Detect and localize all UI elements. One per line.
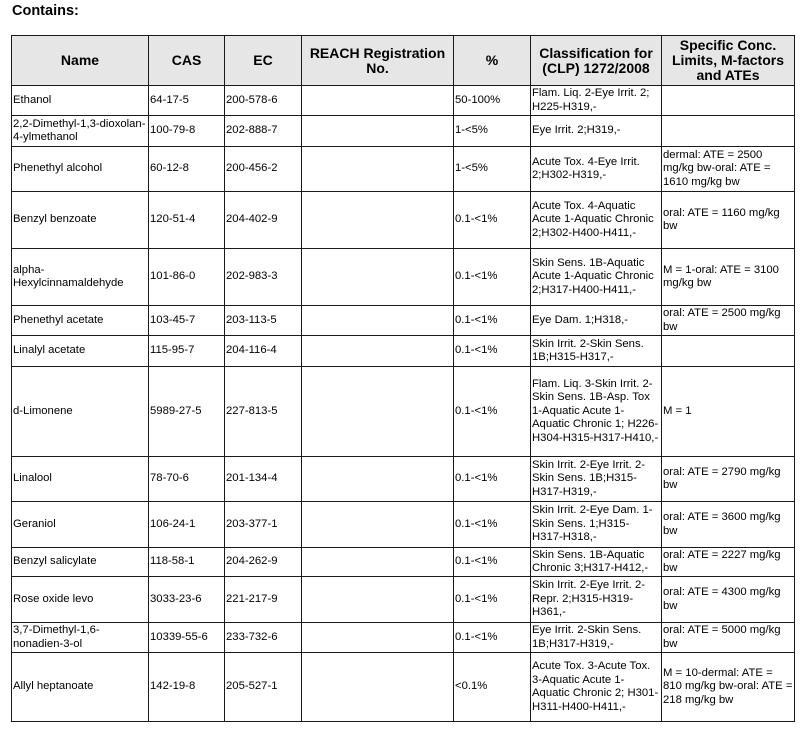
table-row: [12, 116, 795, 147]
reach-cell: [302, 457, 454, 502]
table-row: [12, 306, 795, 336]
ec-cell: 205-527-1: [225, 653, 302, 722]
classification-cell: Acute Tox. 4-Eye Irrit. 2;H302-H319,-: [531, 147, 662, 192]
classification-cell: Acute Tox. 4-Aquatic Acute 1-Aquatic Chronic 2;H302-H400-H411,-: [531, 192, 662, 249]
specific-limits-cell: M = 1: [662, 367, 795, 457]
table-row: [12, 502, 795, 548]
specific-limits-cell: [662, 116, 795, 147]
specific-limits-cell: dermal: ATE = 2500 mg/kg bw-oral: ATE = 1610 mg/kg bw: [662, 147, 795, 192]
reach-cell: [302, 367, 454, 457]
ec-cell: 203-113-5: [225, 306, 302, 336]
name-cell: Linalool: [12, 457, 149, 502]
percent-cell: 0.1-<1%: [454, 623, 531, 653]
cas-cell: 115-95-7: [149, 336, 225, 367]
ec-cell: 233-732-6: [225, 623, 302, 653]
reach-cell: [302, 548, 454, 577]
col-specific-header: Specific Conc. Limits, M-factors and ATEs: [662, 36, 795, 86]
name-cell: Benzyl benzoate: [12, 192, 149, 249]
name-cell: 2,2-Dimethyl-1,3-dioxolan-4-ylmethanol: [12, 116, 149, 147]
percent-cell: 1-<5%: [454, 147, 531, 192]
specific-limits-cell: oral: ATE = 2227 mg/kg bw: [662, 548, 795, 577]
percent-cell: 0.1-<1%: [454, 457, 531, 502]
reach-cell: [302, 86, 454, 116]
specific-limits-cell: oral: ATE = 2790 mg/kg bw: [662, 457, 795, 502]
table-row: [12, 147, 795, 192]
specific-limits-cell: oral: ATE = 1160 mg/kg bw: [662, 192, 795, 249]
table-row: [12, 192, 795, 249]
col-ec-header: EC: [225, 36, 302, 86]
name-cell: Ethanol: [12, 86, 149, 116]
table-row: [12, 577, 795, 623]
col-cas-header: CAS: [149, 36, 225, 86]
ec-cell: 202-983-3: [225, 249, 302, 306]
table-row: [12, 367, 795, 457]
classification-cell: Flam. Liq. 2-Eye Irrit. 2; H225-H319,-: [531, 86, 662, 116]
ec-cell: 200-456-2: [225, 147, 302, 192]
cas-cell: 101-86-0: [149, 249, 225, 306]
cas-cell: 142-19-8: [149, 653, 225, 722]
specific-limits-cell: oral: ATE = 2500 mg/kg bw: [662, 306, 795, 336]
header-row: [12, 36, 795, 86]
reach-cell: [302, 249, 454, 306]
ec-cell: 202-888-7: [225, 116, 302, 147]
table-row: [12, 457, 795, 502]
classification-cell: Eye Irrit. 2;H319,-: [531, 116, 662, 147]
col-percent-header: %: [454, 36, 531, 86]
cas-cell: 64-17-5: [149, 86, 225, 116]
name-cell: d-Limonene: [12, 367, 149, 457]
specific-limits-cell: oral: ATE = 5000 mg/kg bw: [662, 623, 795, 653]
table-body: [12, 86, 795, 722]
table-row: [12, 548, 795, 577]
reach-cell: [302, 577, 454, 623]
name-cell: Phenethyl alcohol: [12, 147, 149, 192]
section-heading: Contains:: [12, 3, 79, 19]
classification-cell: Acute Tox. 3-Acute Tox. 3-Aquatic Acute 1-Aquatic Chronic 2; H301-H311-H400-H411,-: [531, 653, 662, 722]
percent-cell: 0.1-<1%: [454, 548, 531, 577]
ec-cell: 204-402-9: [225, 192, 302, 249]
reach-cell: [302, 336, 454, 367]
cas-cell: 106-24-1: [149, 502, 225, 548]
classification-cell: Flam. Liq. 3-Skin Irrit. 2-Skin Sens. 1B-Asp. Tox 1-Aquatic Acute 1-Aquatic Chronic 1; H226-H304-H315-H317-H410,-: [531, 367, 662, 457]
composition-table: [11, 35, 795, 722]
reach-cell: [302, 653, 454, 722]
percent-cell: 1-<5%: [454, 116, 531, 147]
specific-limits-cell: M = 10-dermal: ATE = 810 mg/kg bw-oral: ATE = 218 mg/kg bw: [662, 653, 795, 722]
reach-cell: [302, 502, 454, 548]
reach-cell: [302, 116, 454, 147]
specific-limits-cell: M = 1-oral: ATE = 3100 mg/kg bw: [662, 249, 795, 306]
classification-cell: Eye Dam. 1;H318,-: [531, 306, 662, 336]
cas-cell: 5989-27-5: [149, 367, 225, 457]
reach-cell: [302, 306, 454, 336]
table-row: [12, 249, 795, 306]
ec-cell: 201-134-4: [225, 457, 302, 502]
ec-cell: 203-377-1: [225, 502, 302, 548]
classification-cell: Skin Irrit. 2-Eye Irrit. 2-Skin Sens. 1B;H315-H317-H319,-: [531, 457, 662, 502]
col-name-header: Name: [12, 36, 149, 86]
ec-cell: 200-578-6: [225, 86, 302, 116]
classification-cell: Skin Sens. 1B-Aquatic Acute 1-Aquatic Chronic 2;H317-H400-H411,-: [531, 249, 662, 306]
cas-cell: 120-51-4: [149, 192, 225, 249]
name-cell: Allyl heptanoate: [12, 653, 149, 722]
specific-limits-cell: oral: ATE = 4300 mg/kg bw: [662, 577, 795, 623]
percent-cell: 50-100%: [454, 86, 531, 116]
ec-cell: 204-116-4: [225, 336, 302, 367]
percent-cell: 0.1-<1%: [454, 336, 531, 367]
cas-cell: 100-79-8: [149, 116, 225, 147]
classification-cell: Skin Irrit. 2-Eye Irrit. 2-Repr. 2;H315-H319-H361,-: [531, 577, 662, 623]
name-cell: Linalyl acetate: [12, 336, 149, 367]
cas-cell: 60-12-8: [149, 147, 225, 192]
classification-cell: Eye Irrit. 2-Skin Sens. 1B;H317-H319,-: [531, 623, 662, 653]
percent-cell: 0.1-<1%: [454, 502, 531, 548]
percent-cell: <0.1%: [454, 653, 531, 722]
specific-limits-cell: [662, 86, 795, 116]
name-cell: Benzyl salicylate: [12, 548, 149, 577]
table-row: [12, 653, 795, 722]
percent-cell: 0.1-<1%: [454, 192, 531, 249]
ec-cell: 221-217-9: [225, 577, 302, 623]
table-row: [12, 86, 795, 116]
cas-cell: 10339-55-6: [149, 623, 225, 653]
classification-cell: Skin Irrit. 2-Eye Dam. 1-Skin Sens. 1;H315-H317-H318,-: [531, 502, 662, 548]
name-cell: Geraniol: [12, 502, 149, 548]
name-cell: Phenethyl acetate: [12, 306, 149, 336]
classification-cell: Skin Sens. 1B-Aquatic Chronic 3;H317-H412,-: [531, 548, 662, 577]
name-cell: Rose oxide levo: [12, 577, 149, 623]
percent-cell: 0.1-<1%: [454, 577, 531, 623]
cas-cell: 3033-23-6: [149, 577, 225, 623]
name-cell: alpha-Hexylcinnamaldehyde: [12, 249, 149, 306]
specific-limits-cell: [662, 336, 795, 367]
col-classification-header: Classification for (CLP) 1272/2008: [531, 36, 662, 86]
table-row: [12, 336, 795, 367]
cas-cell: 78-70-6: [149, 457, 225, 502]
cas-cell: 103-45-7: [149, 306, 225, 336]
ec-cell: 204-262-9: [225, 548, 302, 577]
reach-cell: [302, 623, 454, 653]
reach-cell: [302, 147, 454, 192]
name-cell: 3,7-Dimethyl-1,6-nonadien-3-ol: [12, 623, 149, 653]
percent-cell: 0.1-<1%: [454, 367, 531, 457]
col-reach-header: REACH Registration No.: [302, 36, 454, 86]
ec-cell: 227-813-5: [225, 367, 302, 457]
percent-cell: 0.1-<1%: [454, 306, 531, 336]
classification-cell: Skin Irrit. 2-Skin Sens. 1B;H315-H317,-: [531, 336, 662, 367]
table-row: [12, 623, 795, 653]
reach-cell: [302, 192, 454, 249]
specific-limits-cell: oral: ATE = 3600 mg/kg bw: [662, 502, 795, 548]
cas-cell: 118-58-1: [149, 548, 225, 577]
percent-cell: 0.1-<1%: [454, 249, 531, 306]
